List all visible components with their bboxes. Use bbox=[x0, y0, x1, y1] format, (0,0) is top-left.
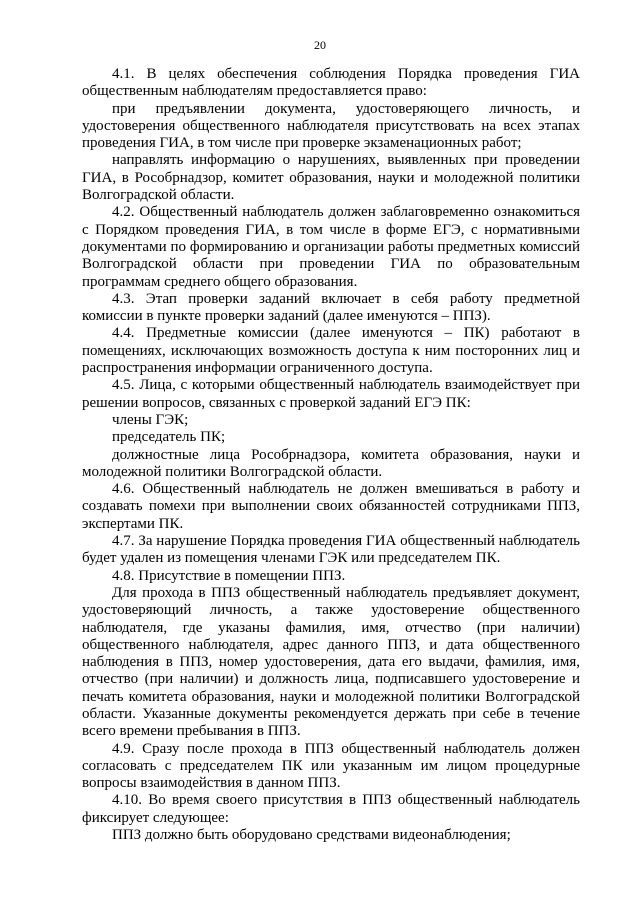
paragraph-right-report: направлять информацию о нарушениях, выявленных при проведении ГИА, в Рособрнадзор, комитет образования, науки и молодежной политики Волгоградской области. bbox=[82, 152, 580, 204]
paragraph-entry-documents: Для прохода в ППЗ общественный наблюдатель предъявляет документ, удостоверяющий личность, а также удостоверение общественного наблюдателя, где указаны фамилия, имя, отчество (при наличии) общественного наблюдателя, адрес данного ППЗ, и дата общественного наблюдения в ППЗ, номер удостоверения, дата его выдачи, фамилия, имя, отчество (при наличии) и должность лица, подписавшего удостоверение и печать комитета образования, науки и молодежной политики Волгоградской области. Указанные документы рекомендуется держать при себе в течение всего времени пребывания в ППЗ. bbox=[82, 584, 580, 740]
paragraph-4-7: 4.7. За нарушение Порядка проведения ГИА общественный наблюдатель будет удален из помещения членами ГЭК или председателем ПК. bbox=[82, 533, 580, 567]
paragraph-4-2: 4.2. Общественный наблюдатель должен заблаговременно ознакомиться с Порядком проведения ГИА, в том числе в форме ЕГЭ, с нормативными документами по формированию и организации работы предметных комиссий Волгоградской области при проведении ГИА по образовательным программам среднего общего образования. bbox=[82, 204, 580, 290]
list-item-video-surveillance: ППЗ должно быть оборудовано средствами видеонаблюдения; bbox=[112, 827, 511, 844]
paragraph-4-8: 4.8. Присутствие в помещении ППЗ. bbox=[112, 567, 346, 584]
paragraph-4-5: 4.5. Лица, с которыми общественный наблюдатель взаимодействует при решении вопросов, связанных с проверкой заданий ЕГЭ ПК: bbox=[82, 377, 580, 411]
paragraph-right-present: при предъявлении документа, удостоверяющего личность, и удостоверения общественного наблюдателя присутствовать на всех этапах проведения ГИА, в том числе при проверке экзаменационных работ; bbox=[82, 100, 580, 152]
list-item-pk-chair: председатель ПК; bbox=[112, 429, 226, 446]
paragraph-4-3: 4.3. Этап проверки заданий включает в себя работу предметной комиссии в пункте проверки заданий (далее именуются – ППЗ). bbox=[82, 290, 580, 325]
document-body bbox=[82, 66, 580, 844]
list-item-gek-members: члены ГЭК; bbox=[112, 411, 189, 428]
paragraph-4-9: 4.9. Сразу после прохода в ППЗ общественный наблюдатель должен согласовать с председателем ПК или указанным им лицом процедурные вопросы взаимодействия в данном ППЗ. bbox=[82, 740, 580, 792]
paragraph-4-4: 4.4. Предметные комиссии (далее именуются – ПК) работают в помещениях, исключающих возможность доступа к ним посторонних лиц и распространения информации ограниченного доступа. bbox=[82, 325, 580, 377]
paragraph-4-10: 4.10. Во время своего присутствия в ППЗ общественный наблюдатель фиксирует следующее: bbox=[82, 792, 580, 826]
paragraph-4-1: 4.1. В целях обеспечения соблюдения Порядка проведения ГИА общественным наблюдателям предоставляется право: bbox=[82, 66, 580, 100]
list-item-officials: должностные лица Рособрнадзора, комитета образования, науки и молодежной политики Волгоградской области. bbox=[82, 446, 580, 480]
page-number: 20 bbox=[314, 38, 326, 52]
paragraph-4-6: 4.6. Общественный наблюдатель не должен вмешиваться в работу и создавать помехи при выполнении своих обязанностей сотрудниками ППЗ, экспертами ПК. bbox=[82, 481, 580, 532]
